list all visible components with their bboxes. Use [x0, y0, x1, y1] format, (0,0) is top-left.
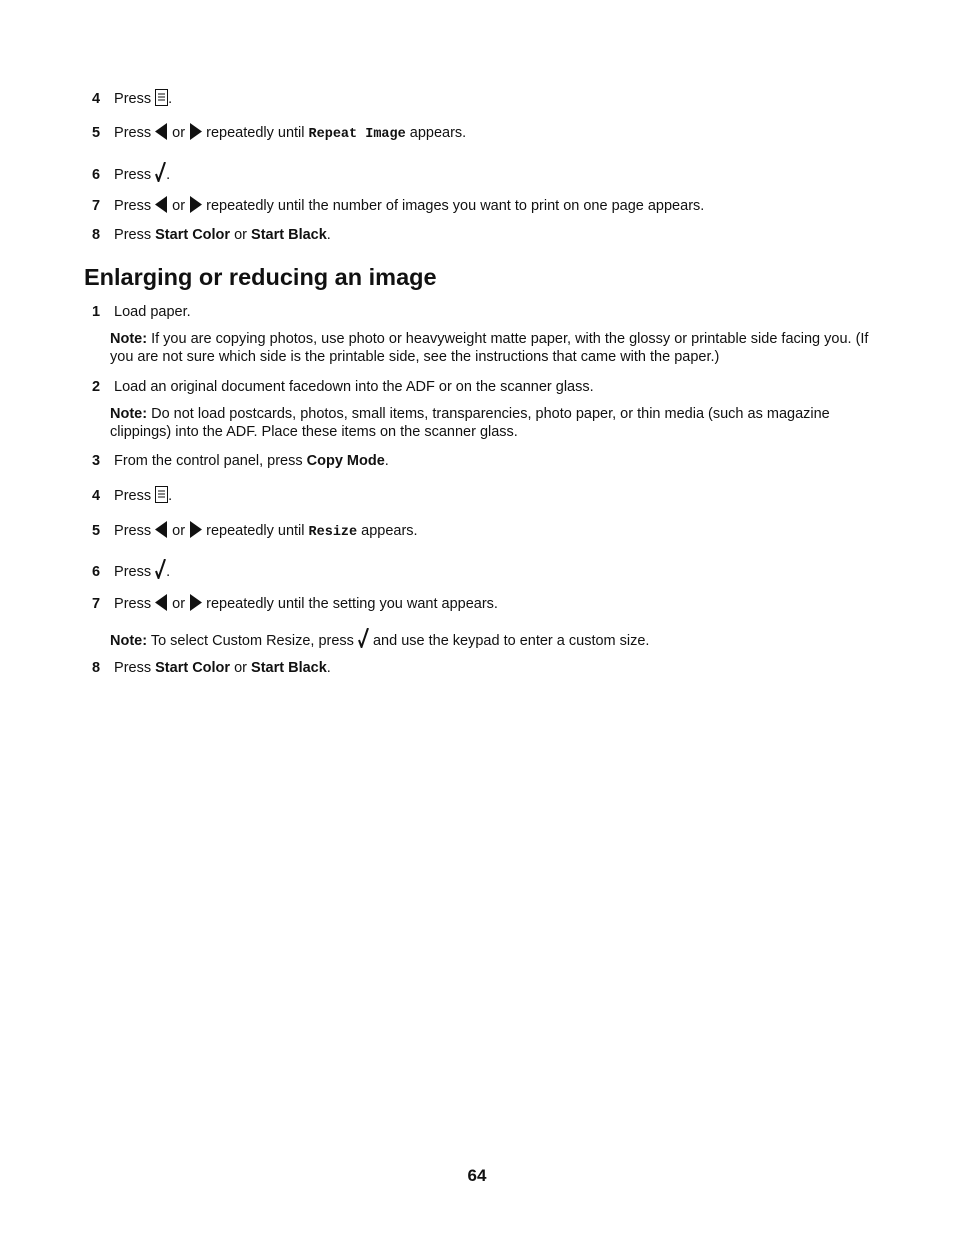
- step-6-select: 6 Press .: [92, 162, 170, 187]
- step-4-menu: 4 Press .: [92, 89, 172, 111]
- right-arrow-icon: [189, 594, 202, 616]
- note-adf: Note: Do not load postcards, photos, small items, transparencies, photo paper, or thin media (such as magazine clippings) into the ADF. Place these items on the scanner glass.: [110, 406, 830, 440]
- step-2-load-original: 2 Load an original document facedown into the ADF or on the scanner glass.: [92, 379, 594, 395]
- step-5-repeat-image: 5 Press or repeatedly until Repeat Image appears.: [92, 123, 466, 145]
- check-icon: [155, 559, 166, 584]
- left-arrow-icon: [155, 521, 168, 543]
- menu-icon: [155, 89, 168, 111]
- right-arrow-icon: [189, 196, 202, 218]
- step-5-resize: 5 Press or repeatedly until Resize appears.: [92, 521, 418, 543]
- step-4-menu-resize: 4 Press .: [92, 486, 172, 508]
- step-8-start-resize: 8 Press Start Color or Start Black.: [92, 660, 331, 676]
- page-number: 64: [467, 1166, 487, 1185]
- step-3-copy-mode: 3 From the control panel, press Copy Mode.: [92, 453, 389, 469]
- check-icon: [155, 162, 166, 187]
- right-arrow-icon: [189, 123, 202, 145]
- left-arrow-icon: [155, 123, 168, 145]
- step-7-setting: 7 Press or repeatedly until the setting you want appears.: [92, 594, 498, 616]
- step-7-number-images: 7 Press or repeatedly until the number of images you want to print on one page appears.: [92, 196, 704, 218]
- left-arrow-icon: [155, 196, 168, 218]
- step-6-select-resize: 6 Press .: [92, 559, 170, 584]
- note-photos: Note: If you are copying photos, use photo or heavyweight matte paper, with the glossy or printable side facing you. (If you are not sure which side is the printable side, see the instructions that came with the paper.): [110, 331, 869, 365]
- step-1-load-paper: 1 Load paper.: [92, 304, 191, 320]
- left-arrow-icon: [155, 594, 168, 616]
- step-8-start: 8 Press Start Color or Start Black.: [92, 227, 331, 243]
- display-text-resize: Resize: [308, 525, 358, 540]
- right-arrow-icon: [189, 521, 202, 543]
- note-custom-resize: Note: To select Custom Resize, press and use the keypad to enter a custom size.: [110, 628, 880, 653]
- section-title: Enlarging or reducing an image: [84, 264, 437, 290]
- menu-icon: [155, 486, 168, 508]
- check-icon: [358, 628, 369, 653]
- display-text-repeat-image: Repeat Image: [308, 127, 406, 142]
